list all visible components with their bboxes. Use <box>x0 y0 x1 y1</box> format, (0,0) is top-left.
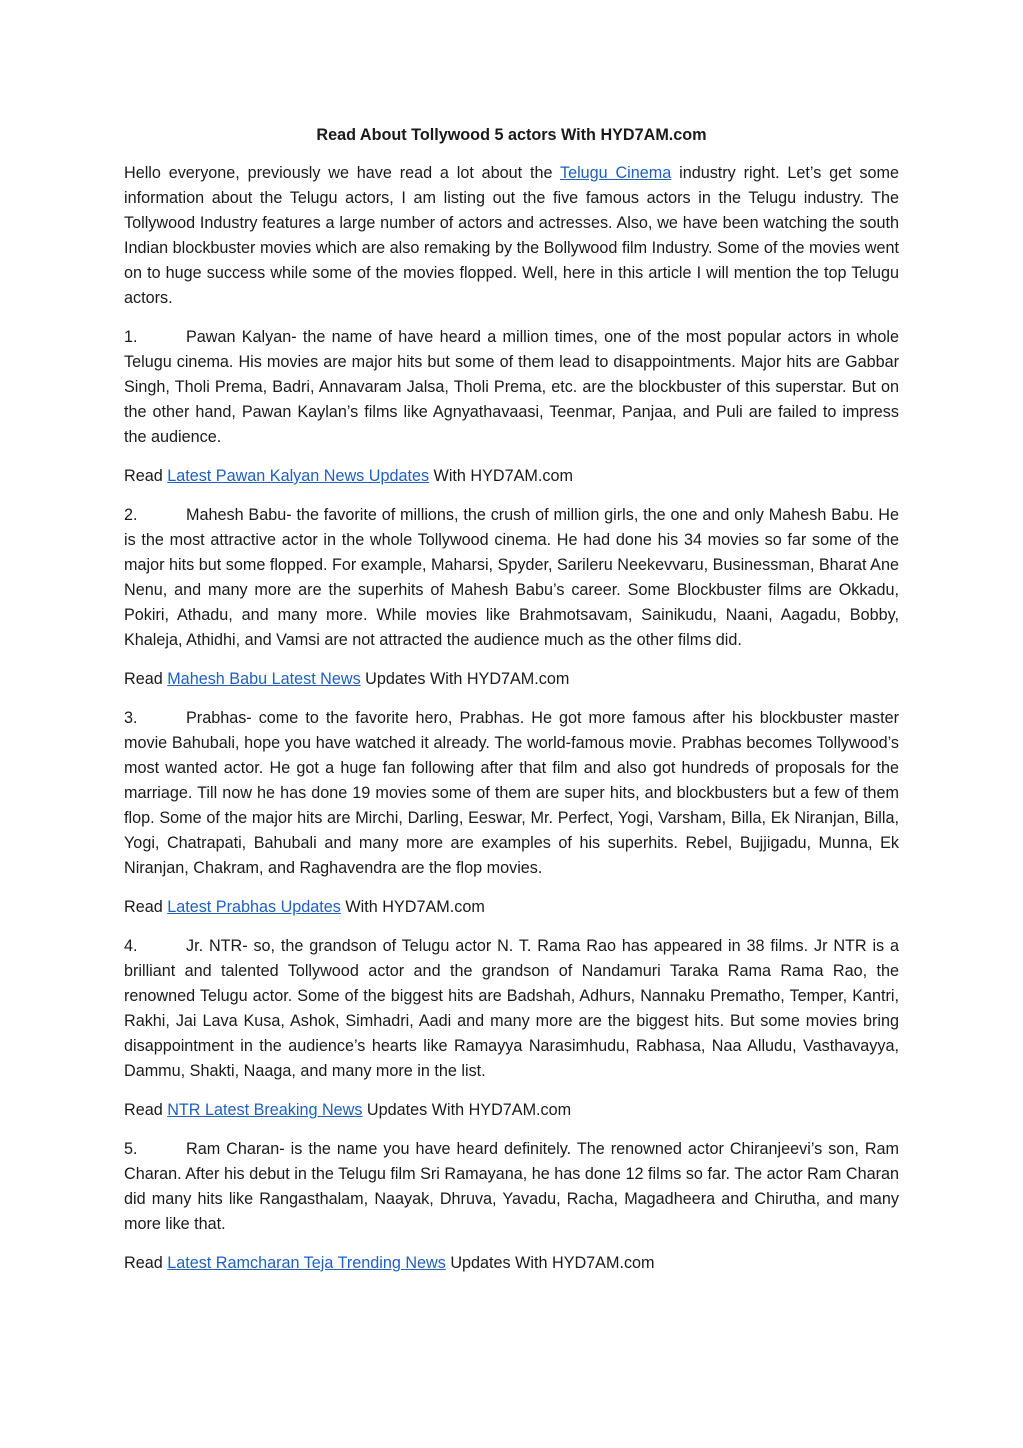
section-2-number: 2. <box>124 506 138 524</box>
section-4-text: Jr. NTR- so, the grandson of Telugu actor N. T. Rama Rao has appeared in 38 films. Jr NTR is a brilliant and talented Tollywood actor and the grandson of Nandamuri Taraka Rama Rama Rao, the renowned Telugu actor. Some of the biggest hits are Badshah, Adhurs, Nannaku Prematho, Temper, Kantri, Rakhi, Jai Lava Kusa, Ashok, Simhadri, Aadi and many more are the biggest hits. But some movies bring disappointment in the audience’s hearts like Ramayya Narasimhudu, Rabhasa, Naa Alludu, Vasthavayya, Dammu, Shakti, Naaga, and many more in the list. <box>124 937 899 1080</box>
section-2-text: Mahesh Babu- the favorite of millions, the crush of million girls, the one and only Mahesh Babu. He is the most attractive actor in the whole Tollywood cinema. He had done his 34 movies so far some of the major hits but some flopped. For example, Maharsi, Spyder, Sarileru Neekevvaru, Businessman, Bharat Ane Nenu, and many more are the superhits of Mahesh Babu’s career. Some Blockbuster films are Okkadu, Pokiri, Athadu, and many more. While movies like Brahmotsavam, Sainikudu, Naani, Aagadu, Bobby, Khaleja, Athidhi, and Vamsi are not attracted the audience much as the other films did. <box>124 506 899 649</box>
section-1-read-line <box>124 464 899 489</box>
pawan-kalyan-news-link[interactable]: Latest Pawan Kalyan News Updates <box>167 467 430 485</box>
section-3-text: Prabhas- come to the favorite hero, Prabhas. He got more famous after his blockbuster master movie Bahubali, hope you have watched it already. The world-famous movie. Prabhas becomes Tollywood’s most wanted actor. He got a huge fan following after that film and also got hundreds of proposals for the marriage. Till now he has done 19 movies some of them are super hits, and blockbusters but a few of them flop. Some of the major hits are Mirchi, Darling, Eeswar, Mr. Perfect, Yogi, Varsham, Billa, Ek Niranjan, Billa, Yogi, Chatrapati, Bahubali and many more are examples of his superhits. Rebel, Bujjigadu, Munna, Ek Niranjan, Chakram, and Raghavendra are the flop movies. <box>124 709 899 877</box>
section-3-read-line <box>124 895 899 920</box>
read-prefix: Read <box>124 1101 168 1119</box>
read-suffix: With HYD7AM.com <box>340 898 485 916</box>
intro-text-before: Hello everyone, previously we have read a lot about the <box>124 164 560 182</box>
section-4-number: 4. <box>124 937 138 955</box>
telugu-cinema-link[interactable]: Telugu Cinema <box>559 164 672 182</box>
read-prefix: Read <box>124 1254 168 1272</box>
prabhas-updates-link[interactable]: Latest Prabhas Updates <box>167 898 341 916</box>
section-1-number: 1. <box>124 328 138 346</box>
section-2-read-line <box>124 667 899 692</box>
read-suffix: With HYD7AM.com <box>429 467 573 485</box>
ramcharan-news-link[interactable]: Latest Ramcharan Teja Trending News <box>167 1254 446 1272</box>
read-prefix: Read <box>124 467 168 485</box>
section-3-number: 3. <box>124 709 138 727</box>
section-5-paragraph <box>124 1137 899 1237</box>
document-page <box>124 122 899 1290</box>
document-title: Read About Tollywood 5 actors With HYD7AM.com <box>316 126 707 144</box>
read-prefix: Read <box>124 670 168 688</box>
section-5-text: Ram Charan- is the name you have heard definitely. The renowned actor Chiranjeevi’s son, Ram Charan. After his debut in the Telugu film Sri Ramayana, he has done 12 films so far. The actor Ram Charan did many hits like Rangasthalam, Naayak, Dhruva, Yavadu, Racha, Magadheera and Chirutha, and many more like that. <box>124 1140 899 1233</box>
section-4-read-line <box>124 1098 899 1123</box>
read-suffix: Updates With HYD7AM.com <box>362 1101 572 1119</box>
read-suffix: Updates With HYD7AM.com <box>445 1254 655 1272</box>
section-5-number: 5. <box>124 1140 138 1158</box>
section-4-paragraph <box>124 934 899 1084</box>
section-2-paragraph <box>124 503 899 653</box>
section-1-paragraph <box>124 325 899 450</box>
read-prefix: Read <box>124 898 168 916</box>
mahesh-babu-news-link[interactable]: Mahesh Babu Latest News <box>167 670 361 688</box>
section-1-text: Pawan Kalyan- the name of have heard a million times, one of the most popular actors in whole Telugu cinema. His movies are major hits but some of them lead to disappointments. Major hits are Gabbar Singh, Tholi Prema, Badri, Annavaram Jalsa, Tholi Prema, etc. are the blockbuster of this superstar. But on the other hand, Pawan Kaylan’s films like Agnyathavaasi, Teenmar, Panjaa, and Puli are failed to impress the audience. <box>124 328 899 446</box>
section-3-paragraph <box>124 706 899 881</box>
intro-paragraph <box>124 161 899 311</box>
intro-text-after: industry right. Let’s get some information about the Telugu actors, I am listing out the five famous actors in the Telugu industry. The Tollywood Industry features a large number of actors and actresses. Also, we have been watching the south Indian blockbuster movies which are also remaking by the Bollywood film Industry. Some of the movies went on to huge success while some of the movies flopped. Well, here in this article I will mention the top Telugu actors. <box>124 164 899 307</box>
ntr-news-link[interactable]: NTR Latest Breaking News <box>167 1101 363 1119</box>
read-suffix: Updates With HYD7AM.com <box>360 670 570 688</box>
section-5-read-line <box>124 1251 899 1276</box>
